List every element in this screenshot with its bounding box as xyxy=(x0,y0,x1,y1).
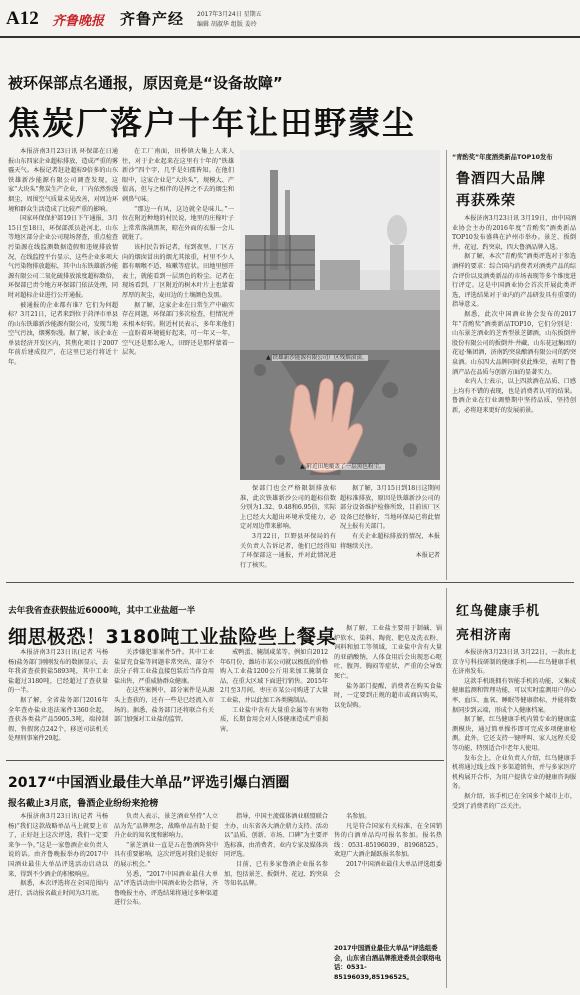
section-rule xyxy=(6,760,444,761)
paragraph: 另悉，“2017中国酒业最佳大单品”评选活动由中国酒业协会指导，齐鲁晚报主办，评选结果将通过多种渠道进行公布。 xyxy=(114,870,218,907)
liquor-subhead: 报名截止3月底，鲁酒企业纷纷来抢榜 xyxy=(8,799,159,809)
sidebar-top-headline-line2: 再获殊荣 xyxy=(456,193,516,209)
salt-headline: 细思极恐！3180吨工业盐险些上餐桌 xyxy=(8,626,336,648)
paragraph: 戒鸭蛋、腌制咸菜等。例如自2012年6月份，潍坊市某公司就以极低的价格购入工业盐1200公斤用来加工腌制食品，在重大区域下面进行销售。2015年2月至3月间，枣庄市某公司购进了大量工业盐，并以此加工各类腌制品。 xyxy=(220,649,328,704)
section-rule xyxy=(6,582,574,583)
factory-photo xyxy=(240,150,440,350)
sidebar-top-body xyxy=(452,214,576,574)
paragraph: 据了解，本次“青酌奖”酒类评选对于参选酒样的要求：综合国内消费者对酒类产品的综合评价以及酒类新品的市场表现等多个维度进行评定。这是中国酒业协会首次开展此类评选，评选结果对于业内的产品研发具有重要的指导意义。 xyxy=(452,253,576,309)
newspaper-logo: 齐鲁晚报 xyxy=(52,14,105,29)
caption-text: 附近田地覆盖了一层黑色粉尘。 xyxy=(306,464,385,470)
sidebar-top-kicker: “青酌奖”年度酒类新品TOP10发布 xyxy=(452,154,553,161)
paragraph: 指导，中国主流媒体酒业联盟联合主办，山东省各大酒企鼎力支持。活动以“品质、创新、市场、口碑”为主要评选标准，由消费者、业内专家及媒体共同评选。 xyxy=(224,813,328,859)
paragraph: 工业盐中含有大量重金属等有害物质，长期食用会对人体健康造成严重损害。 xyxy=(220,706,328,733)
paragraph: 发布会上，企业负责人介绍，红鸟健康手机将通过线上线下多渠道销售，并与多家医疗机构展开合作，为用户提供专业的健康咨询服务。 xyxy=(452,754,576,791)
salt-column-3 xyxy=(220,648,328,756)
liquor-column-2 xyxy=(114,812,218,988)
lead-column-3 xyxy=(240,484,336,576)
lead-kicker: 被环保部点名通报，原因竟是“设备故障” xyxy=(8,74,283,92)
caption-marker-icon: ▲ xyxy=(300,463,305,470)
paragraph: 被通报的企业都有谁？它们为何超标？3月21日，记者来到位于菏泽市单县的山东铁雄新沙能源有限公司，发现当地空气污浊，烟雾弥漫。据了解，该企业在单县经济开发区内，其焦化项目于2007年前后建成投产，在这里已运行将近十年。 xyxy=(8,301,118,367)
paragraph: 据了解，3月15日到18日这期间超标准排放，原因是铁雄新沙公司的部分设备维护检修所致，目前该厂区设备已经修好，当地环保局已将此情况上报有关部门。 xyxy=(340,485,440,531)
salt-column-4 xyxy=(334,624,442,756)
paragraph: 盐务部门提醒，消费者在购买食盐时，一定要到正规的超市或商店购买，以免误购。 xyxy=(334,682,442,709)
paragraph: 据了解，全省盐务部门2016年全年查办盐业违法案件1360余起，查获各类盐产品5905.3吨，端掉制假、售假窝点242个，移送司法机关处理刑事案件29起。 xyxy=(8,696,108,743)
date-line: 2017年3月24日 星期五 xyxy=(197,11,262,18)
liquor-headline: 2017“中国酒业最佳大单品”评选引爆白酒圈 xyxy=(8,775,290,791)
paragraph: 关涉嫌犯罪案件5件。其中工业盐冒充食盐等问题非常突出，部分不法分子将工业盐直接包装后当作食用盐出售，严重威胁群众健康。 xyxy=(114,649,214,685)
paragraph: 负责人表示，景芝酒业坚持“人立品为先”品牌理念，战略单品有助于提升企业的知名度和影响力。 xyxy=(114,813,218,840)
paragraph: “景芝酒业一直是五在鲁酒阵营中具有重要影响，这次评选对我们是很好的展示机会。” xyxy=(114,841,218,868)
sidebar-bottom-headline-line2: 亮相济南 xyxy=(456,628,513,643)
paragraph: 在工厂南面，田桥镇大集上人来人往，对于企业起来在这里有十年的“铁雄新沙”四个字，几乎是妇孺皆知。在他们眼中，这家企业是“大块头”，规模大、产值高，但与之相伴的是挥之不去的烟尘和刺鼻气味。 xyxy=(122,148,234,203)
paragraph: 据介绍，该手机已在全国多个城市上市，受到了消费者的广泛关注。 xyxy=(452,792,576,810)
paragraph: 这款手机既拥有智能手机的功能，又集成健康监测和管理功能，可以实时监测用户的心率、血压、血氧、睡眠等健康指标，并能将数据同步到云端，形成个人健康档案。 xyxy=(452,677,576,714)
salt-column-1 xyxy=(8,648,108,756)
lead-column-2 xyxy=(122,147,234,577)
paragraph: 据悉，本次评选将在全国范围内进行，活动报名截止时间为3月底。 xyxy=(8,880,108,897)
sidebar-top-headline-line1: 鲁酒四大品牌 xyxy=(456,171,546,187)
paragraph: 目前，已有多家鲁酒企业报名参加，包括景芝、扳倒井、花冠、趵突泉等知名品牌。 xyxy=(224,860,328,888)
paragraph: 本报济南3月23日讯(记者 马杨杨)“我们这款战略单品马上就要上市了，正好赶上这次评选，我们一定要来争一争。”这是一家鲁酒企业负责人说的话。由齐鲁晚报举办的2017中国酒业最佳大单品评选活动启动以来，得到不少酒企的积极响应。 xyxy=(8,813,108,878)
salt-column-2 xyxy=(114,648,214,756)
paragraph: 业内人士表示，以上四款酒在品质、口感上均有不错的表现，也是消费者认可的结果。鲁酒企业在行业调整期中坚持品质，坚持创新，必将迎来更好的发展前景。 xyxy=(452,378,576,414)
paragraph: “那边一有风，这边就全是味儿。”一位在附近种地的村民说，地里的庄稼叶子上常常落满黑灰，晾在外面的衣服一会儿就脏了。 xyxy=(122,205,234,242)
byline: 本报记者 xyxy=(415,552,440,560)
paragraph: 该村民告诉记者，每到夜里，厂区方向的烟囱冒出的烟尤其浓重，村里不少人都有咽喉不适、咳嗽等症状。田地里刨开表土，就能看到一层黑色的粉尘。记者在现场看到，厂区附近的树木叶片上也蒙着厚厚的灰尘，麦田边的土壤颜色发黑。 xyxy=(122,243,234,299)
column-divider xyxy=(446,150,447,580)
paragraph: 凡是符合国家有关标准，在全国销售的白酒单品均可报名参加。报名热线：0531-85196039，81968525。欢迎广大酒企踊跃报名参加。 xyxy=(334,822,442,859)
salt-kicker: 去年我省查获假盐近6000吨，其中工业盐超一半 xyxy=(8,606,196,616)
caption-marker-icon: ▲ xyxy=(266,354,271,361)
paragraph: 2017中国酒业最佳大单品评选组委会 xyxy=(334,860,442,878)
paragraph: 名参加。 xyxy=(346,813,371,820)
paragraph: 3月22日，巨野县环保局的有关负责人告诉记者，他们已经得知了环保部这一通报，并对此情况进行了核实。 xyxy=(240,532,336,569)
lead-photo xyxy=(240,150,440,480)
paragraph: 在这些案例中，部分案件是从源头上查获的，还有一些是已经流入市场的。据悉，盐务部门还将联合有关部门加强对工业盐的监管。 xyxy=(114,687,214,724)
liquor-footer-contact: 2017中国酒业最佳大单品”评选组委会，山东省白酒品牌推进委员会联络电话：0531-85196039,85196525。 xyxy=(334,945,442,981)
paragraph: 据了解，红鸟健康手机内置专业的健康监测模块，通过简单操作即可完成多项健康检测。此外，它还支持一键呼叫、家人远程关爱等功能，特别适合中老年人使用。 xyxy=(452,716,576,752)
liquor-column-1 xyxy=(8,812,108,988)
editor-line: 编辑 胡淑华 组版 姜玲 xyxy=(197,21,257,28)
masthead xyxy=(0,0,580,38)
paragraph: 保部门也会严格限制排放标准，此次铁雄新沙公司的超标倍数分别为1.32、9.48和6.95倍，实际上已经大大超出环境承受能力，必定对周边带来影响。 xyxy=(240,485,336,531)
lead-column-4 xyxy=(340,484,440,576)
paragraph: 据悉，此次中国酒业协会发布的2017年“青酌奖”酒类新品TOP10，它们分别是：山东景芝酒业的芝香型景芝御酒，山东扳倒井股份有限公司的扳倒井·井藏，山东花冠集团的花冠·集团酒，济南趵突泉酿酒有限公司的趵突泉酒。山东四大品牌同时获此殊荣，表明了鲁酒产品在品质与创新方面的显著实力。 xyxy=(452,310,576,376)
column-divider xyxy=(446,588,447,988)
hand-photo xyxy=(240,350,440,480)
paragraph: 有关企业超标排放的情况，本报将继续关注。 xyxy=(340,532,440,550)
liquor-column-3 xyxy=(224,812,328,988)
paragraph: 本报济南3月23日讯 环保部在日通报山东四家企业超标排放，造成严重的雾霾天气。本报记者赶赴超标9倍多的山东铁雄新沙能源有限公司调查发现，这家“大块头”焦炭生产企业，厂内依然弥漫烟尘，周围空气质量未见改善，对周边环境和群众生活造成了比较严重的影响。 xyxy=(8,148,118,213)
paragraph: 国家环保保护部19日下午通报，3月15日至18日，环保部派员赴河北、山东等地区部分企业公司现场督查，重点检查污染源在线监测数据造假和违规排放情况，在线监控平台显示，这些企业多项大气污染物排放超标，其中山东铁雄新沙能源有限公司二氧化硫排放浓度超标数倍，环保部已责令地方环保部门依法处理，同时对超标企业进行公开通报。 xyxy=(8,215,118,299)
photo-caption-bottom xyxy=(300,462,440,470)
lead-column-1 xyxy=(8,147,118,577)
caption-text: 铁雄新沙能源有限公司厂区残烟滚滚。 xyxy=(272,355,368,361)
lead-headline: 焦炭厂落户十年让田野蒙尘 xyxy=(8,104,417,142)
sidebar-bottom-headline-line1: 红鸟健康手机 xyxy=(456,604,541,619)
paragraph: 本报济南3月23日讯 3月22日，一款由北京寺号科技研制的健康手机——红鸟健康手机在济南发布。 xyxy=(452,649,576,676)
masthead-rule xyxy=(0,36,580,38)
paragraph: 本报济南3月23日讯(记者 马杨杨)盐务部门刚刚发布的数据显示，去年我省查获假盐5893吨，其中工业盐超过3180吨，已经超过了查获量的一半。 xyxy=(8,649,108,695)
paragraph: 本报济南3月23日讯 3月19日，由中国酒业协会主办的2016年度“青酌奖”酒类新品TOP10发布盛典在泸州市举办。景芝、扳倒井、花冠、趵突泉，四大鲁酒品牌入选。 xyxy=(452,215,576,251)
page-number: A12 xyxy=(6,8,39,29)
paragraph: 据了解，工业盐主要用于制碱、锅炉软水、染料、陶瓷、肥皂及洗衣粉、饲料和加工等领域，工业盐中含有大量的亚硝酸钠，人体食用后会出现恶心呕吐、腹泻、胸闷等症状，严重的会导致死亡。 xyxy=(334,625,442,680)
paragraph: 据了解，这家企业在日常生产中确实存在问题，环保部门多次检查，但情况并未根本好转。附近村民表示，多年来他们一直盼着环境能好起来，可一年又一年，空气还是那么呛人，田野还是那样蒙着一层灰。 xyxy=(122,301,234,357)
photo-caption-top xyxy=(266,353,440,361)
section-name: 齐鲁产经 xyxy=(120,10,185,28)
liquor-column-4 xyxy=(334,812,442,942)
sidebar-bottom-body xyxy=(452,648,576,988)
